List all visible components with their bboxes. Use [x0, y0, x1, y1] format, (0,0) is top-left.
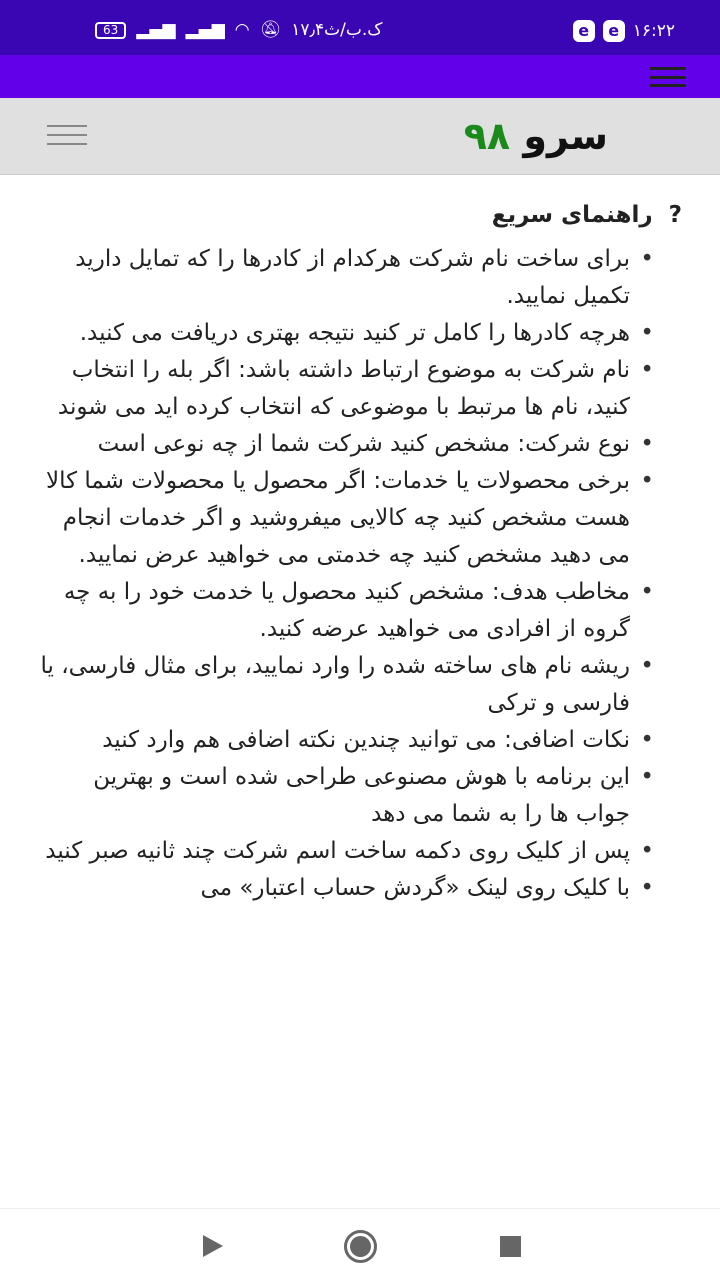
- status-bar: [0, 0, 720, 55]
- site-header: [0, 98, 720, 175]
- battery-icon: 63: [95, 22, 126, 39]
- signal-icon: ▂▄▆: [136, 20, 176, 40]
- help-item: • این برنامه با هوش مصنوعی طراحی شده است و بهترین جواب ها را به شما می دهد: [38, 759, 630, 833]
- help-title: ? راهنمای سریع: [491, 202, 682, 228]
- help-item: • نکات اضافی: می توانید چندین نکته اضافی هم وارد کنید: [38, 722, 630, 759]
- clock: ۱۶:۲۲: [632, 21, 675, 41]
- question-icon: ?: [668, 202, 682, 228]
- logo[interactable]: سرو ۹۸: [463, 114, 608, 158]
- help-item: • برای ساخت نام شرکت هرکدام از کادرها را که تمایل دارید تکمیل نمایید.: [38, 241, 630, 315]
- menu-icon[interactable]: [650, 67, 686, 87]
- app-e-icon: e: [573, 20, 595, 42]
- network-speed: ۱۷٫۴ک.ب/ث: [291, 20, 383, 40]
- help-item: • نوع شرکت: مشخص کنید شرکت شما از چه نوعی است: [38, 426, 630, 463]
- help-item: • هرچه کادرها را کامل تر کنید نتیجه بهتری دریافت می کنید.: [38, 315, 630, 352]
- bell-muted-icon: 🔕︎: [259, 20, 282, 40]
- recents-icon[interactable]: [500, 1236, 521, 1257]
- app-toolbar: [0, 55, 720, 98]
- help-item: • مخاطب هدف: مشخص کنید محصول یا خدمت خود را به چه گروه از افرادی می خواهید عرضه کنید.: [38, 574, 630, 648]
- wifi-icon: ◠: [234, 20, 250, 40]
- help-item: • ریشه نام های ساخته شده را وارد نمایید، برای مثال فارسی، یا فارسی و ترکی: [38, 648, 630, 722]
- app-e-icon: e: [603, 20, 625, 42]
- help-item: • نام شرکت به موضوع ارتباط داشته باشد: اگر بله را انتخاب کنید، نام ها مرتبط با موضوعی که انتخاب کرده اید می شوند: [38, 352, 630, 426]
- signal-icon: ▂▄▆: [185, 20, 225, 40]
- help-item: • با کلیک روی لینک «گردش حساب اعتبار» می: [38, 870, 630, 907]
- help-item: • برخی محصولات یا خدمات: اگر محصول یا محصولات شما کالا هست مشخص کنید چه کالایی میفروشید و اگر خدمات انجام می دهید مشخص کنید چه خدمتی می خواهید عرض نمایید.: [38, 463, 630, 574]
- site-menu-icon[interactable]: [47, 125, 87, 145]
- back-icon[interactable]: [203, 1235, 223, 1257]
- help-item: • پس از کلیک روی دکمه ساخت اسم شرکت چند ثانیه صبر کنید: [38, 833, 630, 870]
- home-icon[interactable]: [344, 1230, 377, 1263]
- navigation-bar: [0, 1208, 720, 1280]
- help-section: [0, 195, 720, 1208]
- help-list: [0, 241, 720, 907]
